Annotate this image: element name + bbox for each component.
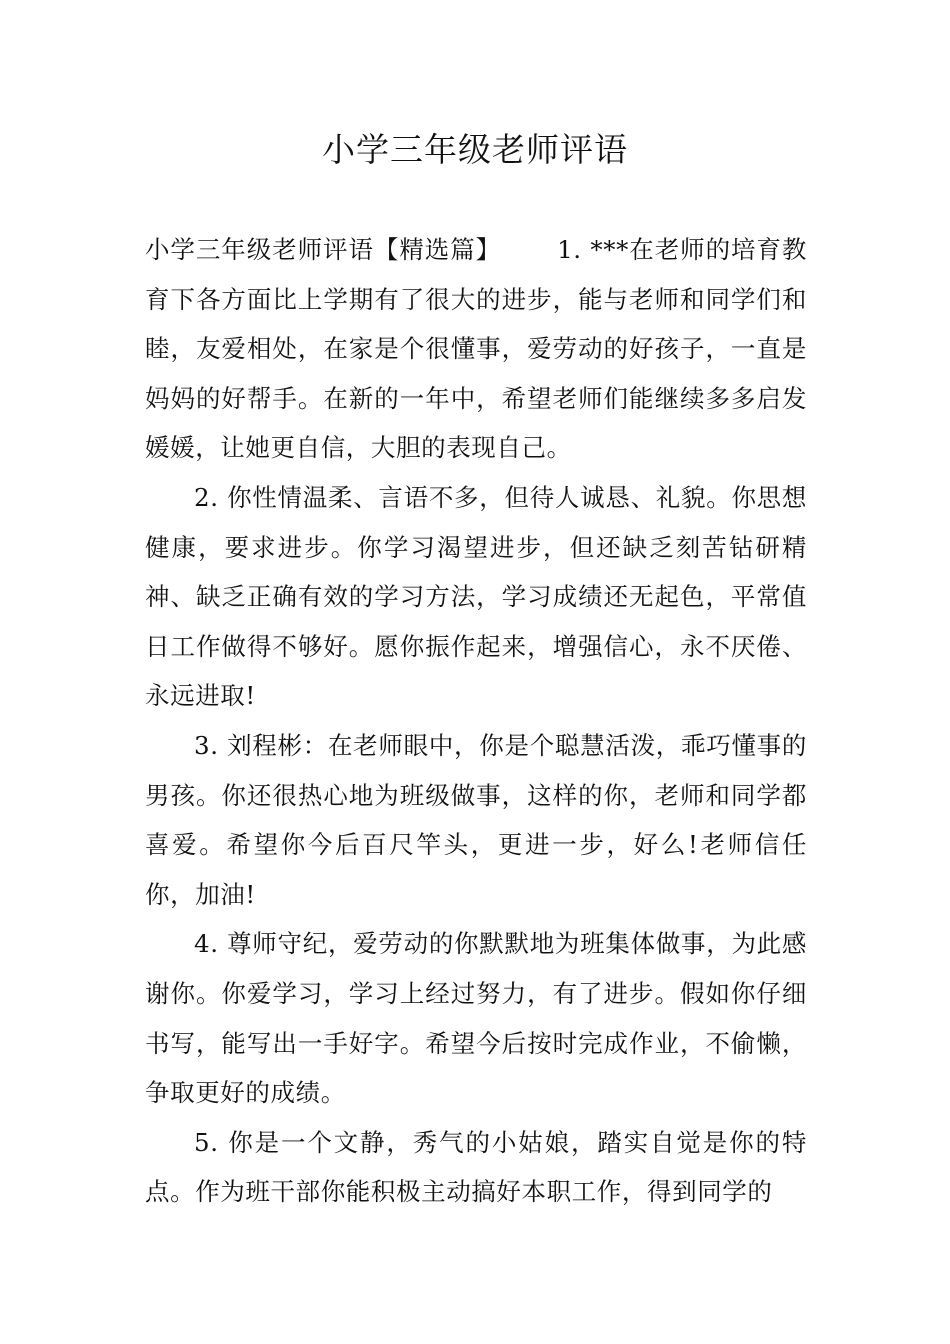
intro-paragraph: [145, 225, 807, 473]
comment-paragraph-2: 2. 你性情温柔、言语不多，但待人诚恳、礼貌。你思想健康，要求进步。你学习渴望进步，但还缺乏刻苦钻研精神、缺乏正确有效的学习方法，学习成绩还无起色，平常值日工作做得不够好。愿你振作起来，增强信心，永不厌倦、永远进取!: [145, 482, 807, 711]
comment-paragraph-4: 4. 尊师守纪，爱劳动的你默默地为班集体做事，为此感谢你。你爱学习，学习上经过努力，有了进步。假如你仔细书写，能写出一手好字。希望今后按时完成作业，不偷懒，争取更好的成绩。: [145, 929, 807, 1108]
intro-text: 1. ***在老师的培育教育下各方面比上学期有了很大的进步，能与老师和同学们和睦，友爱相处，在家是个很懂事，爱劳动的好孩子，一直是妈妈的好帮手。在新的一年中，希望老师们能继续多多启发媛媛，让她更自信，大胆的表现自己。: [145, 235, 807, 463]
page-title: 小学三年级老师评语: [322, 130, 628, 169]
document-body: [145, 225, 807, 1217]
comment-paragraph-5: 5. 你是一个文静，秀气的小姑娘，踏实自觉是你的特点。作为班干部你能积极主动搞好本职工作，得到同学的: [145, 1127, 807, 1207]
intro-heading: 小学三年级老师评语【精选篇】: [145, 235, 502, 264]
comment-paragraph-3: 3. 刘程彬：在老师眼中，你是个聪慧活泼，乖巧懂事的男孩。你还很热心地为班级做事，这样的你，老师和同学都喜爱。希望你今后百尺竿头，更进一步，好么!老师信任你，加油!: [145, 730, 807, 909]
